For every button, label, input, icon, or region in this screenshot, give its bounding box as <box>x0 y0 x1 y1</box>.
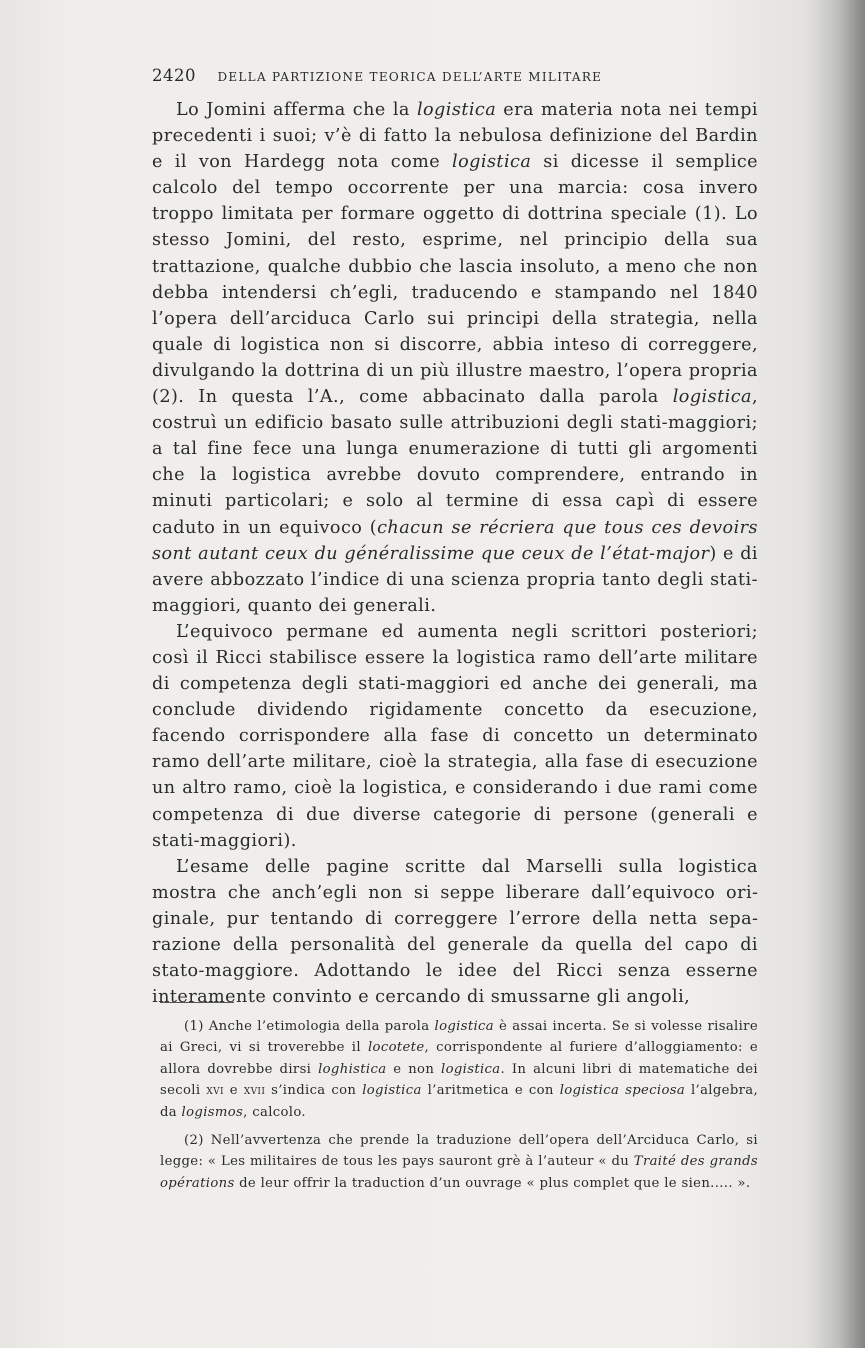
footnote <box>160 1130 758 1194</box>
footnote <box>160 1016 758 1123</box>
italic-text: loghistica <box>318 1061 387 1077</box>
text-run: de leur offrir la traduction d’un ouvrage « plus complet que le sien..... ». <box>234 1175 751 1191</box>
text-run: , corrispondente al furiere d’alloggiamento: e allora dovrebbe dirsi <box>160 1040 758 1077</box>
italic-text: logistica <box>362 1083 422 1099</box>
text-run: , calcolo. <box>243 1104 306 1120</box>
italic-text: locotete <box>367 1040 425 1056</box>
main-text <box>152 97 758 1010</box>
text-run: xvii <box>243 1083 266 1099</box>
page-number: 2420 <box>152 66 196 85</box>
paragraph <box>152 619 758 854</box>
text-run: e non <box>386 1061 441 1077</box>
text-run: L’esame delle pagine scritte dal Marselli sulla logistica mostra che anch’egli non si seppe liberare dall’equivoco originale, pur tentando di correggere l’errore della netta separazione della personalità del generale da quella del capo di stato-maggiore. Adottando le idee del Ricci senza esserne interamente convinto e cercando di smussarne gli angoli, <box>152 856 758 1008</box>
text-run: (2) Nell’avvertenza che prende la traduzione dell’opera dell’Arciduca Carlo, si legge: « Les militaires de tous les pays sauront grè à l’auteur « du <box>160 1133 758 1170</box>
page-edge-shadow <box>805 0 865 1348</box>
text-run: è assai incerta. Se si volesse risalire ai Greci, vi si troverebbe il <box>160 1019 758 1056</box>
italic-text: logistica <box>434 1019 494 1034</box>
paragraph <box>152 97 758 619</box>
footnote-rule <box>160 1002 234 1003</box>
italic-text: logistica <box>416 100 497 120</box>
text-run: l’algebra, da <box>160 1083 759 1120</box>
italic-text: logistica <box>441 1061 501 1077</box>
italic-text: logismos <box>181 1104 244 1120</box>
text-run: (1) Anche l’etimologia della parola <box>184 1019 435 1034</box>
footnotes <box>160 1016 758 1201</box>
running-header <box>152 66 758 85</box>
italic-text: Traité des grands opérations <box>160 1154 758 1191</box>
text-run: , costruì un edificio basato sulle attribuzioni degli stati-maggiori; a tal fine fece una lunga enumerazione di tutti gli argomenti che la logistica avrebbe dovuto comprendere, entrando in minuti particolari; e solo al termine di essa capì di essere caduto in un equivoco ( <box>152 387 758 538</box>
italic-text: logistica speciosa <box>559 1083 686 1099</box>
italic-text: logistica <box>672 387 752 408</box>
text-run: l’aritmetica e con <box>421 1083 560 1099</box>
italic-text: logistica <box>452 152 532 173</box>
paragraph <box>152 854 758 1011</box>
text-run: L’equivoco permane ed aumenta negli scrittori posteriori; così il Ricci stabilisce essere la logistica ramo dell’arte militare di competenza degli stati-maggiori ed anche dei generali, ma conclude dividendo rigidamente concetto da esecuzione, facendo corrispondere alla fase di concetto un determinato ramo dell’arte militare, cioè la strategia, alla fase di esecuzione un altro ramo, cioè la logistica, e considerando i due rami come competenza di due diverse categorie di persone (generali e stati-maggiori). <box>152 621 758 851</box>
text-run: Lo Jomini afferma che la <box>176 100 417 120</box>
text-run: si dicesse il semplice calcolo del tempo occorrente per una marcia: cosa invero troppo limitata per formare oggetto di dottrina speciale (1). Lo stesso Jomini, del resto, esprime, nel principio della sua trattazione, qualche dubbio che lascia insoluto, a meno che non debba intendersi ch’egli, traducendo e stampando nel 1840 l’opera dell’arciduca Carlo sui principi della strategia, nella quale di logistica non si discorre, abbia inteso di correggere, divulgando la dottrina di un più illustre maestro, l’opera propria (2). In questa l’A., come abbacinato dalla parola <box>152 152 758 408</box>
text-run: e <box>223 1083 244 1099</box>
text-run: . In alcuni libri di matematiche dei secoli <box>160 1061 758 1099</box>
italic-text: chacun se récriera que tous ces devoirs sont autant ceux du généralissime que ceux de l’état-major <box>152 517 758 564</box>
text-run: xvi <box>206 1083 224 1099</box>
running-title: DELLA PARTIZIONE TEORICA DELL’ARTE MILITARE <box>217 70 603 84</box>
text-run: ) e di avere abbozzato l’indice di una scienza propria tanto degli stati-maggiori, quanto dei generali. <box>152 543 758 616</box>
text-run: era materia nota nei tempi precedenti i suoi; v’è di fatto la nebulosa definizione del Bardin e il von Hardegg nota come <box>152 100 758 173</box>
text-run: s’indica con <box>265 1083 363 1099</box>
